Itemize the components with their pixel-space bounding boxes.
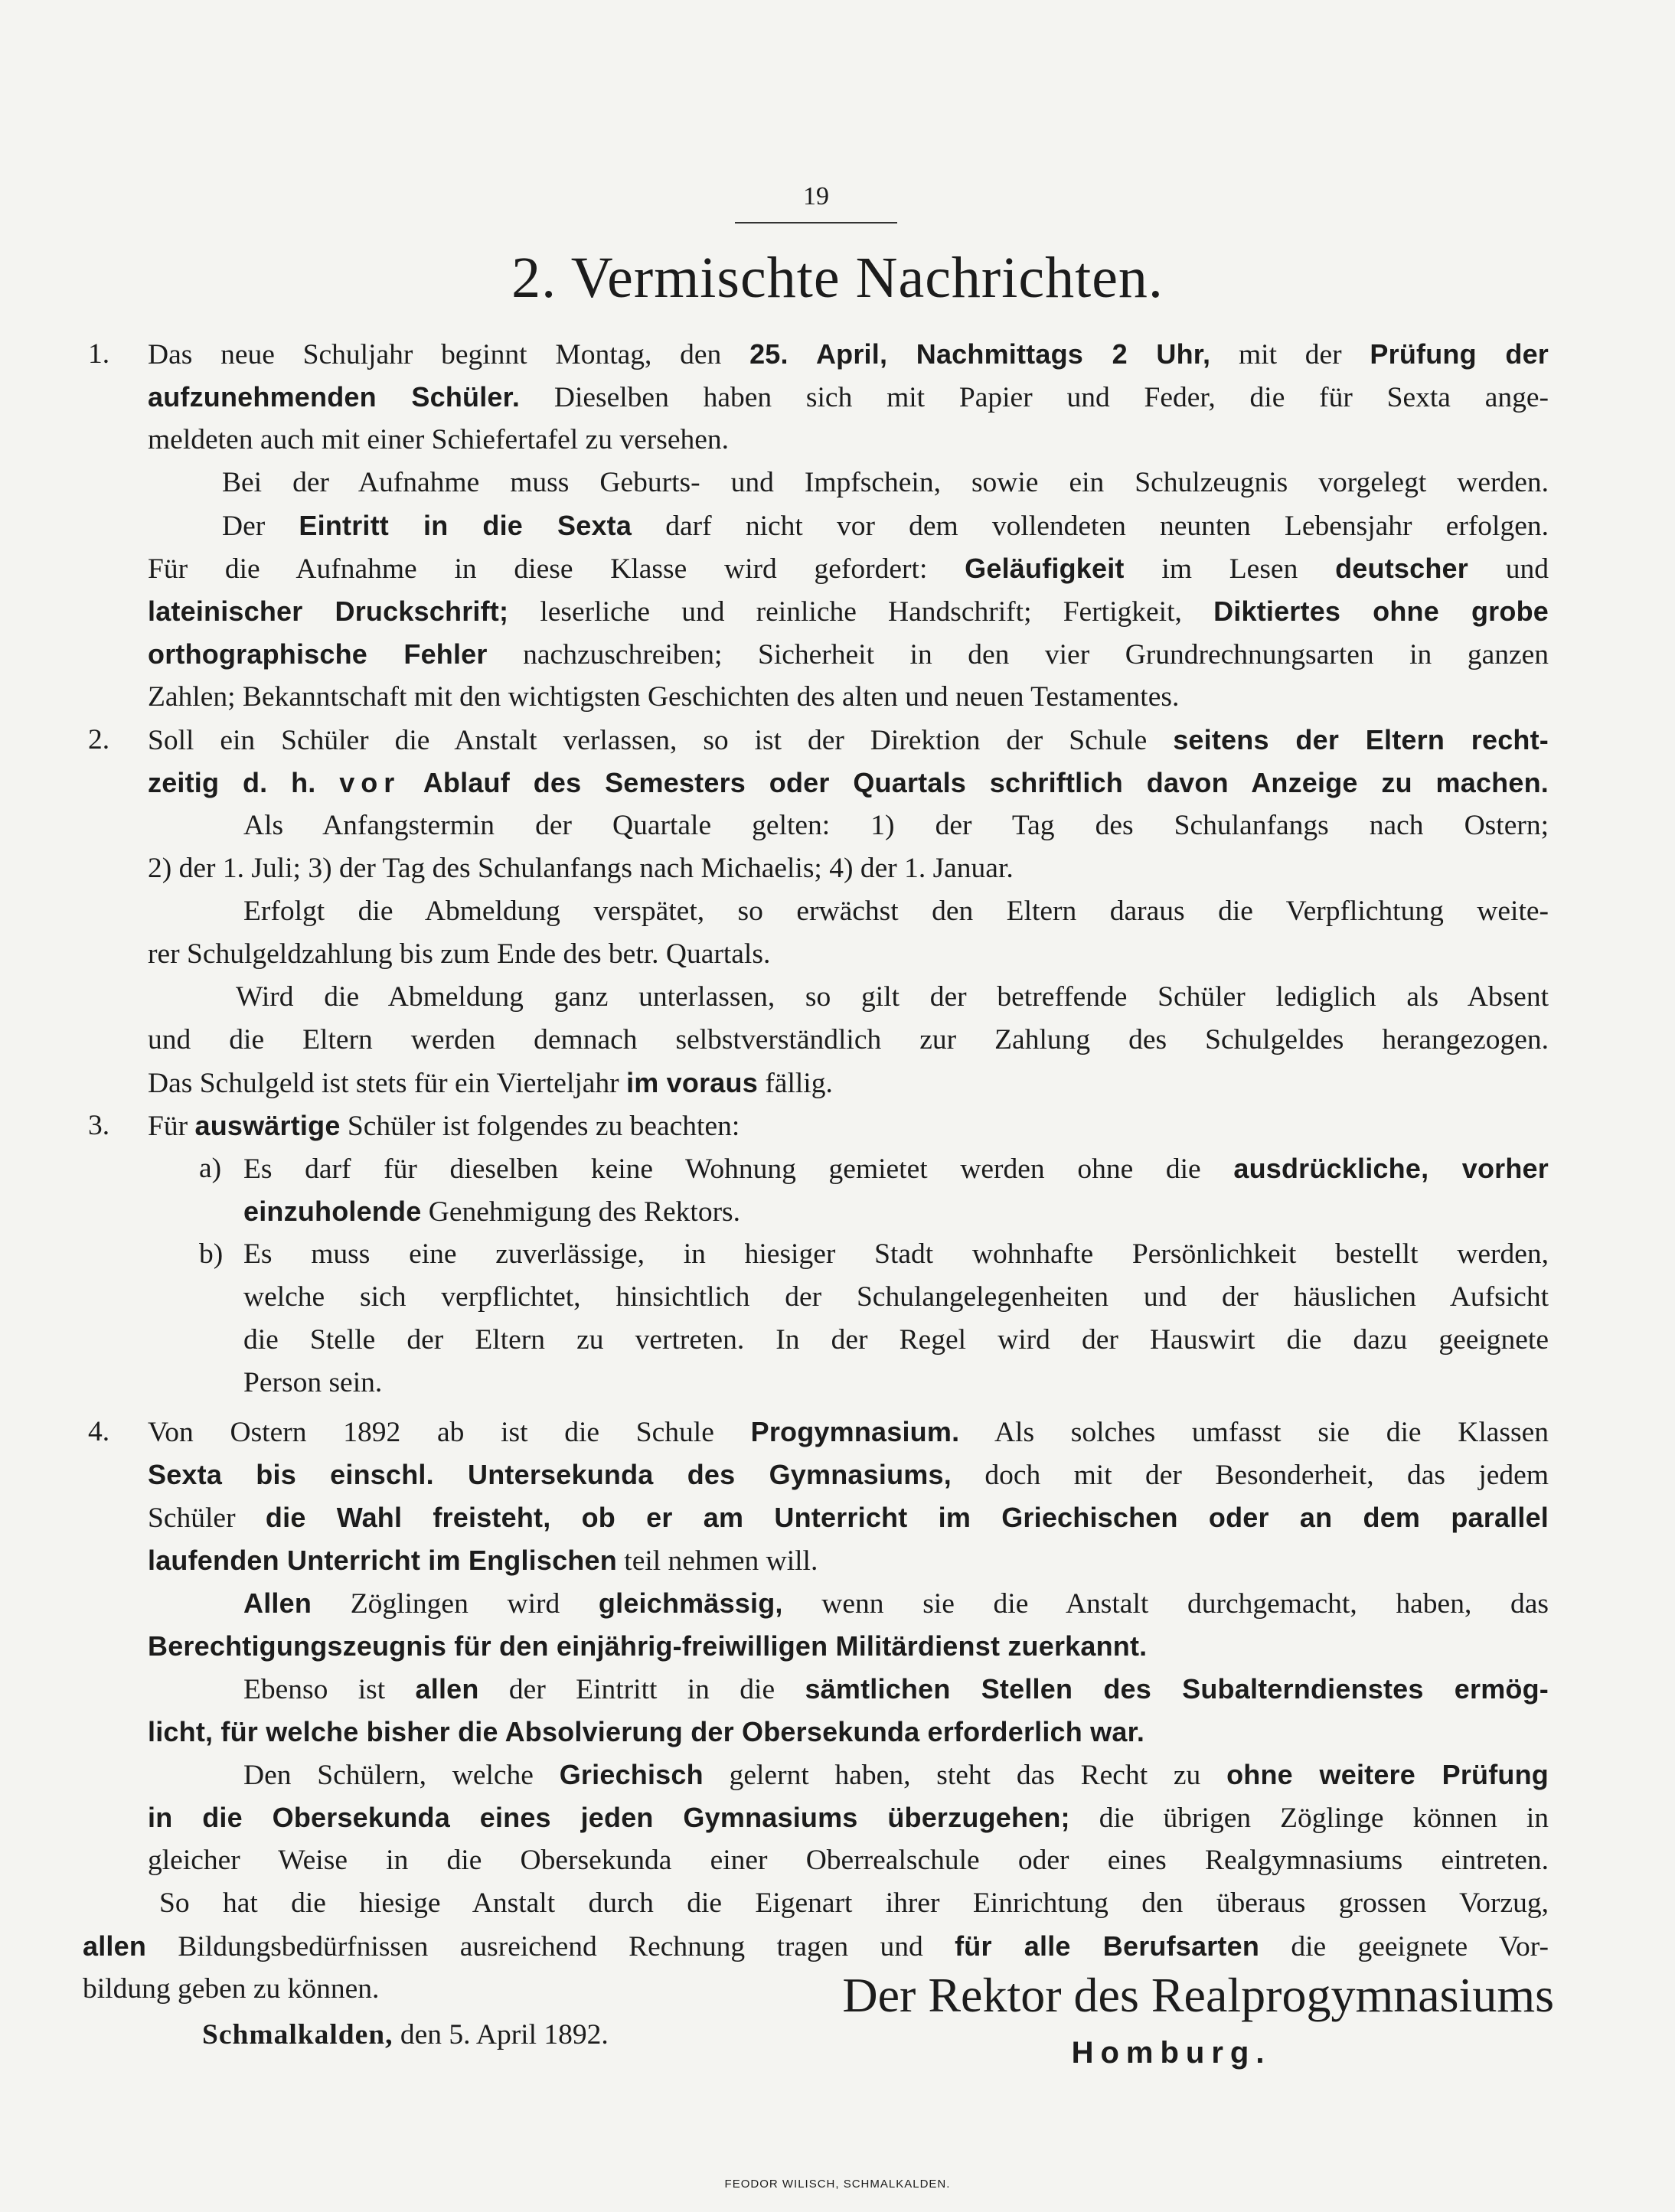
paragraph-line: So hat die hiesige Anstalt durch die Eigenart ihrer Einrichtung den überaus grossen Vorzug, [159, 1887, 1549, 1919]
bold-text: seitens der Eltern recht- [1173, 724, 1549, 755]
text: der Eintritt in die [478, 1674, 805, 1705]
bold-text: Prüfung der [1370, 338, 1549, 370]
paragraph-line [148, 1411, 1549, 1454]
paragraph-line [243, 1754, 1549, 1797]
spaced-bold-text: vor [339, 767, 401, 798]
paragraph-line [243, 1147, 1549, 1191]
paragraph-line [83, 1925, 1549, 1969]
text: wenn sie die Anstalt durchgemacht, haben, das [782, 1588, 1549, 1620]
paragraph-line: welche sich verpflichtet, hinsichtlich der Schulangelegenheiten und der häuslichen Aufsicht [243, 1281, 1549, 1313]
sub-item-label-a: a) [199, 1153, 222, 1184]
item-number-4: 4. [88, 1416, 110, 1447]
text: im Lesen [1124, 553, 1336, 585]
text: nachzuschreiben; Sicherheit in den vier Grundrechnungsarten in ganzen [487, 639, 1549, 670]
text: Bildungsbedürfnissen ausreichend Rechnung tragen und [146, 1931, 955, 1962]
bold-text: deutscher [1335, 553, 1468, 584]
text: Als solches umfasst sie die Klassen [959, 1417, 1549, 1448]
paragraph-line [243, 1668, 1549, 1711]
bold-text: allen [83, 1930, 147, 1962]
text: Schüler ist folgendes zu beachten: [340, 1111, 740, 1142]
paragraph-line [148, 719, 1549, 762]
paragraph-line [243, 1582, 1549, 1626]
bold-text: laufenden Unterricht im Englischen [148, 1545, 617, 1576]
sub-item-label-b: b) [199, 1238, 224, 1270]
paragraph-line: meldeten auch mit einer Schiefertafel zu versehen. [148, 424, 730, 455]
text: Der [222, 511, 299, 542]
paragraph-line [148, 1496, 1549, 1540]
bold-text: lateinischer Druckschrift; [148, 595, 509, 627]
bold-text: aufzunehmenden Schüler. [148, 381, 521, 413]
bold-text: in die Obersekunda eines jeden Gymnasiums überzugehen; [148, 1802, 1070, 1833]
bold-text: sämtlichen Stellen des Subalterndienstes ermög- [805, 1673, 1549, 1705]
paragraph-line: Zahlen; Bekanntschaft mit den wichtigsten Geschichten des alten und neuen Testamentes. [148, 681, 1180, 713]
paragraph-line: die Stelle der Eltern zu vertreten. In der Regel wird der Hauswirt die dazu geeignete [243, 1324, 1549, 1356]
paragraph-line: rer Schulgeldzahlung bis zum Ende des betr. Quartals. [148, 938, 771, 970]
signature-title: Der Rektor des Realprogymnasiums [842, 1968, 1554, 2022]
bold-text: Sexta bis einschl. Untersekunda des Gymnasiums, [148, 1459, 952, 1490]
paragraph-line [148, 633, 1549, 677]
bold-text: auswärtige [194, 1110, 341, 1141]
paragraph-line [148, 1539, 1549, 1583]
paragraph-line: Person sein. [243, 1367, 383, 1398]
bold-text: 25. April, Nachmittags 2 Uhr, [749, 338, 1211, 370]
paragraph-line [222, 504, 1549, 548]
text: Für die Aufnahme in diese Klasse wird gefordert: [148, 553, 965, 585]
text: leserliche und reinliche Handschrift; Fertigkeit, [508, 596, 1214, 628]
item-number-3: 3. [88, 1110, 110, 1141]
bold-text: Diktiertes ohne grobe [1213, 595, 1549, 627]
bold-text: Progymnasium. [750, 1416, 960, 1447]
bold-text: ohne weitere Prüfung [1226, 1759, 1549, 1790]
bold-text: für alle Berufsarten [955, 1930, 1260, 1962]
text: darf nicht vor dem vollendeten neunten Lebensjahr erfolgen. [632, 511, 1549, 542]
text: Es darf für dieselben keine Wohnung gemietet werden ohne die [243, 1153, 1234, 1185]
text: mit der [1210, 339, 1370, 370]
text: teil nehmen will. [616, 1545, 818, 1577]
paragraph-line [148, 762, 1549, 805]
bold-text: Geläufigkeit [965, 553, 1125, 584]
item-number-2: 2. [88, 724, 110, 755]
paragraph-line: Es muss eine zuverlässige, in hiesiger Stadt wohnhafte Persönlichkeit bestellt werden, [243, 1238, 1549, 1270]
bold-text: Allen [243, 1587, 312, 1619]
paragraph-line: Erfolgt die Abmeldung verspätet, so erwächst den Eltern daraus die Verpflichtung weite- [243, 896, 1549, 927]
text: Dieselben haben sich mit Papier und Feder, die für Sexta ange- [520, 382, 1549, 413]
paragraph-line [148, 1062, 1549, 1105]
paragraph-line: gleicher Weise in die Obersekunda einer Oberrealschule oder eines Realgymnasiums eintreten. [148, 1845, 1549, 1876]
bold-text: die Wahl freisteht, ob er am Unterricht im Griechischen oder an dem parallel [265, 1502, 1549, 1533]
printer-imprint: FEODOR WILISCH, SCHMALKALDEN. [724, 2178, 951, 2191]
place-date-line [202, 2014, 891, 2057]
bold-text: ausdrückliche, vorher [1233, 1153, 1549, 1184]
text: gelernt haben, steht das Recht zu [703, 1760, 1227, 1791]
paragraph-line: 2) der 1. Juli; 3) der Tag des Schulanfangs nach Michaelis; 4) der 1. Januar. [148, 853, 1014, 884]
text: die übrigen Zöglinge können in [1069, 1803, 1549, 1834]
paragraph-line [148, 376, 1549, 419]
paragraph-line: Bei der Aufnahme muss Geburts- und Impfschein, sowie ein Schulzeugnis vorgelegt werden. [222, 467, 1549, 498]
text: Für [148, 1111, 195, 1142]
page-number: 19 [803, 182, 829, 210]
paragraph-line [148, 333, 1549, 377]
text: Genehmigung des Rektors. [421, 1196, 741, 1228]
bold-text: Ablauf des Semesters oder Quartals schriftlich davon Anzeige zu machen. [400, 767, 1549, 798]
text: Zöglingen wird [312, 1588, 599, 1620]
paragraph-line [148, 1796, 1549, 1840]
paragraph-line: Berechtigungszeugnis für den einjährig-freiwilligen Militärdienst zuerkannt. [148, 1630, 1148, 1662]
text: Soll ein Schüler die Anstalt verlassen, so ist der Direktion der Schule [148, 725, 1174, 756]
paragraph-line [148, 1453, 1549, 1497]
paragraph-line: und die Eltern werden demnach selbstverständlich zur Zahlung des Schulgeldes herangezogen. [148, 1024, 1549, 1055]
date-text: den 5. April 1892. [393, 2019, 609, 2051]
place-name: Schmalkalden, [202, 2019, 393, 2051]
text: Schüler [148, 1502, 266, 1534]
page-number-rule [735, 222, 897, 223]
text: Den Schülern, welche [243, 1760, 560, 1791]
text: Das Schulgeld ist stets für ein Vierteljahr [148, 1068, 627, 1099]
bold-text: allen [415, 1673, 479, 1705]
text: fällig. [757, 1068, 833, 1099]
paragraph-line [148, 547, 1549, 591]
paragraph-line: Wird die Abmeldung ganz unterlassen, so gilt der betreffende Schüler lediglich als Absent [236, 981, 1549, 1013]
paragraph-line: licht, für welche bisher die Absolvierung der Obersekunda erforderlich war. [148, 1716, 1145, 1747]
paragraph-line: Als Anfangstermin der Quartale gelten: 1) der Tag des Schulanfangs nach Ostern; [243, 810, 1549, 841]
text: Von Ostern 1892 ab ist die Schule [148, 1417, 751, 1448]
bold-text: einzuholende [243, 1196, 422, 1227]
section-title: 2. Vermischte Nachrichten. [511, 246, 1164, 310]
text: Ebenso ist [243, 1674, 416, 1705]
paragraph-line: bildung geben zu können. [83, 1973, 380, 2005]
paragraph-line [243, 1190, 1549, 1234]
text: Das neue Schuljahr beginnt Montag, den [148, 339, 750, 370]
bold-text: Griechisch [559, 1759, 704, 1790]
bold-text: im voraus [626, 1067, 758, 1098]
bold-text: zeitig d. h. [148, 767, 340, 798]
item-number-1: 1. [88, 338, 110, 370]
text: doch mit der Besonderheit, das jedem [951, 1460, 1549, 1491]
text: und [1468, 553, 1549, 585]
text: die geeignete Vor- [1259, 1931, 1549, 1962]
signer-name: Homburg. [1071, 2036, 1272, 2070]
bold-text: Eintritt in die Sexta [299, 510, 632, 541]
bold-text: gleichmässig, [598, 1587, 783, 1619]
bold-text: orthographische Fehler [148, 638, 488, 670]
paragraph-line [148, 590, 1549, 634]
paragraph-line [148, 1104, 1549, 1148]
